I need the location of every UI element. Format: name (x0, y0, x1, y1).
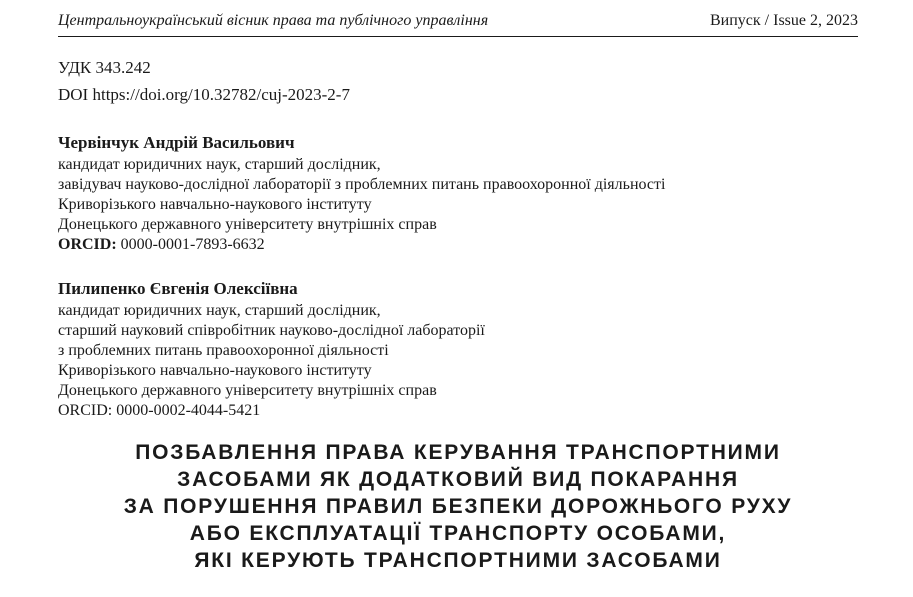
orcid-label: ORCID: (58, 236, 117, 253)
author-affiliation-line: кандидат юридичних наук, старший дослідник, (58, 302, 381, 319)
author-affiliation-line: кандидат юридичних наук, старший дослідник, (58, 156, 381, 173)
issue-number: Випуск / Issue 2, 2023 (710, 12, 858, 29)
title-line: ЗАСОБАМИ ЯК ДОДАТКОВИЙ ВИД ПОКАРАННЯ (177, 468, 739, 491)
journal-name: Центральноукраїнський вісник права та публічного управління (58, 12, 489, 29)
author-name: Пилипенко Євгенія Олексіївна (58, 279, 298, 298)
author-affiliation-line: старший науковий співробітник науково-дослідної лабораторії (58, 322, 485, 339)
title-line: ЯКІ КЕРУЮТЬ ТРАНСПОРТНИМИ ЗАСОБАМИ (194, 549, 722, 572)
author-name: Червінчук Андрій Васильович (58, 133, 295, 152)
article-meta (58, 54, 350, 108)
orcid-id[interactable]: 0000-0002-4044-5421 (116, 402, 261, 419)
author-block-2 (58, 277, 485, 421)
udc-code: УДК 343.242 (58, 58, 151, 77)
author-block-1 (58, 131, 665, 255)
author-affiliation-line: Криворізького навчально-наукового інституту (58, 362, 372, 379)
article-title (58, 439, 858, 574)
author-affiliation-line: з проблемних питань правоохоронної діяльності (58, 342, 389, 359)
author-affiliation-line: Криворізького навчально-наукового інституту (58, 196, 372, 213)
header-divider (58, 36, 858, 37)
author-affiliation-line: завідувач науково-дослідної лабораторії з проблемних питань правоохоронної діяльності (58, 176, 666, 193)
title-line: ЗА ПОРУШЕННЯ ПРАВИЛ БЕЗПЕКИ ДОРОЖНЬОГО РУХУ (123, 495, 793, 518)
author-orcid (58, 401, 485, 421)
doi-link[interactable]: DOI https://doi.org/10.32782/cuj-2023-2-7 (58, 85, 350, 104)
orcid-label: ORCID: (58, 402, 113, 419)
title-line: АБО ЕКСПЛУАТАЦІЇ ТРАНСПОРТУ ОСОБАМИ, (189, 522, 727, 545)
orcid-id[interactable]: 0000-0001-7893-6632 (120, 236, 265, 253)
title-line: ПОЗБАВЛЕННЯ ПРАВА КЕРУВАННЯ ТРАНСПОРТНИМИ (135, 441, 781, 464)
author-affiliation-line: Донецького державного університету внутрішніх справ (58, 382, 437, 399)
author-orcid (58, 235, 665, 255)
author-affiliation-line: Донецького державного університету внутрішніх справ (58, 216, 437, 233)
running-header (58, 9, 858, 33)
